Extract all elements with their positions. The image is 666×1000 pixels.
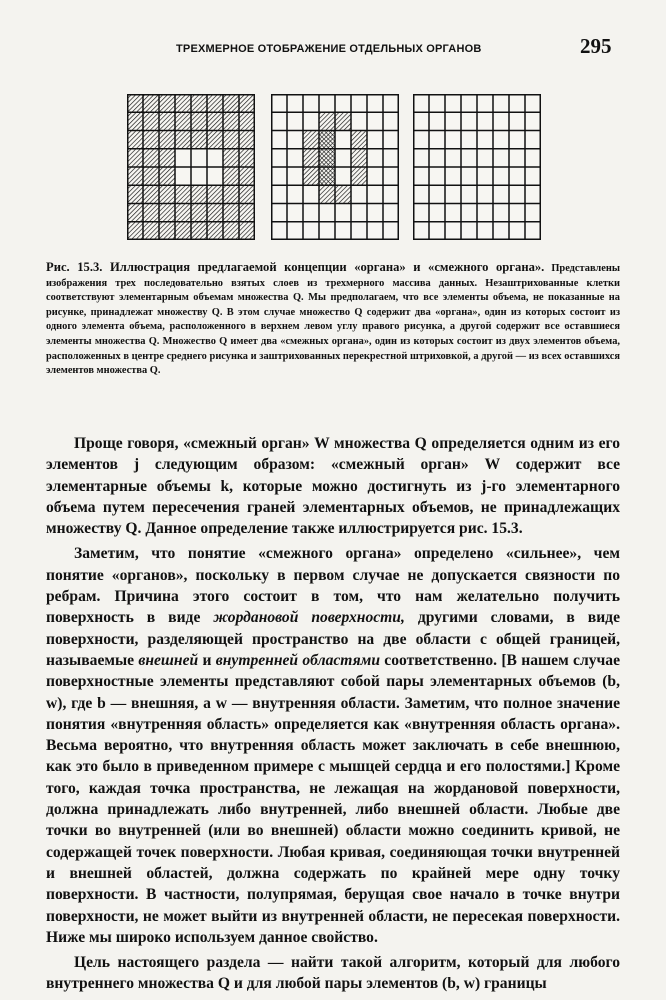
hatched-cell bbox=[175, 185, 191, 203]
running-head: ТРЕХМЕРНОЕ ОТОБРАЖЕНИЕ ОТДЕЛЬНЫХ ОРГАНОВ bbox=[176, 43, 482, 55]
figure-caption bbox=[46, 260, 620, 379]
term-outer: внешней bbox=[138, 651, 199, 669]
hatched-cell bbox=[159, 131, 175, 149]
hatched-cell bbox=[175, 131, 191, 149]
hatched-cell bbox=[127, 167, 143, 185]
hatched-cell bbox=[143, 112, 159, 130]
hatched-cell bbox=[191, 185, 207, 203]
paragraph-2-part-c: и bbox=[198, 651, 216, 669]
hatched-cell bbox=[207, 112, 223, 130]
hatched-cell bbox=[335, 112, 351, 130]
hatched-cell bbox=[191, 131, 207, 149]
hatched-cell bbox=[239, 185, 255, 203]
grid-middle bbox=[271, 94, 399, 240]
hatched-cell bbox=[223, 222, 239, 240]
paragraph-2 bbox=[46, 543, 620, 948]
term-jordan-surface: жордановой поверхности, bbox=[213, 609, 405, 627]
figure-15-3 bbox=[0, 0, 666, 250]
hatched-cell bbox=[223, 185, 239, 203]
hatched-cell bbox=[143, 94, 159, 112]
hatched-cell bbox=[127, 204, 143, 222]
paragraph-3: Цель настоящего раздела — найти такой алгоритм, который для любого внутреннего множества Q и для любой пары элементов (b, w) границы bbox=[46, 954, 620, 993]
hatched-cell bbox=[191, 204, 207, 222]
paragraph-2-part-b: другими словами, в виде поверхности, разделяющей пространство на две области с общей границей, называемые bbox=[46, 609, 620, 669]
hatched-cell bbox=[239, 204, 255, 222]
hatched-cell bbox=[239, 131, 255, 149]
hatched-cell bbox=[351, 131, 367, 149]
grid-right bbox=[413, 94, 541, 240]
hatched-cell bbox=[143, 204, 159, 222]
hatched-cell bbox=[303, 131, 319, 149]
hatched-cell bbox=[191, 222, 207, 240]
hatched-cell bbox=[239, 112, 255, 130]
hatched-cell bbox=[127, 94, 143, 112]
hatched-cell bbox=[143, 131, 159, 149]
grid-left bbox=[127, 94, 255, 240]
hatched-cell bbox=[191, 94, 207, 112]
hatched-cell bbox=[303, 167, 319, 185]
hatched-cell bbox=[223, 149, 239, 167]
hatched-cell bbox=[159, 222, 175, 240]
main-text bbox=[46, 433, 620, 995]
caption-text: Представлены изображения трех последовательно взятых слоев из трехмерного массива данных. Незаштрихованные клетки соответствуют элементарным объемам множества Q. Мы предполагаем, что все элементы объема, не показанные на рисунке, принадлежат множеству Q. В этом случае множество Q содержит два «органа», один из которых состоит из одного элемента объема, расположенного в верхнем левом углу правого рисунка, а другой содержит все оставшиеся элементы множества Q. Множество Q имеет два «смежных органа», один из которых состоит из двух элементов объема, расположенных в центре среднего рисунка и заштрихованных перекрестной штриховкой, а другой — из всех оставшихся элементов множества Q. bbox=[46, 263, 620, 377]
hatched-cell bbox=[319, 112, 335, 130]
hatched-cell bbox=[303, 149, 319, 167]
hatched-cell bbox=[127, 149, 143, 167]
hatched-cell bbox=[159, 167, 175, 185]
hatched-cell bbox=[223, 167, 239, 185]
hatched-cell bbox=[175, 112, 191, 130]
paragraph-2-part-a: Заметим, что понятие «смежного органа» определено «сильнее», чем понятие «органов», поскольку в первом случае не допускается связности по ребрам. Причина этого состоит в том, что нам желательно получить поверхность в виде bbox=[46, 545, 620, 627]
hatched-cell bbox=[239, 222, 255, 240]
hatched-cell bbox=[127, 112, 143, 130]
hatched-cell bbox=[351, 167, 367, 185]
crosshatched-cell bbox=[319, 131, 335, 149]
hatched-cell bbox=[127, 185, 143, 203]
hatched-cell bbox=[191, 112, 207, 130]
page-number: 295 bbox=[580, 34, 612, 58]
hatched-cell bbox=[207, 131, 223, 149]
hatched-cell bbox=[335, 185, 351, 203]
hatched-cell bbox=[239, 149, 255, 167]
hatched-cell bbox=[127, 222, 143, 240]
crosshatched-cell bbox=[319, 149, 335, 167]
term-inner-regions: внутренней областями bbox=[215, 651, 380, 669]
hatched-cell bbox=[159, 204, 175, 222]
hatched-cell bbox=[239, 167, 255, 185]
hatched-cell bbox=[175, 94, 191, 112]
hatched-cell bbox=[223, 112, 239, 130]
hatched-cell bbox=[175, 222, 191, 240]
caption-title: Рис. 15.3. Иллюстрация предлагаемой концепции «органа» и «смежного органа». bbox=[46, 260, 545, 274]
hatched-cell bbox=[351, 149, 367, 167]
crosshatched-cell bbox=[319, 167, 335, 185]
hatched-cell bbox=[223, 204, 239, 222]
hatched-cell bbox=[207, 94, 223, 112]
hatched-cell bbox=[143, 149, 159, 167]
hatched-cell bbox=[143, 222, 159, 240]
hatched-cell bbox=[207, 222, 223, 240]
paragraph-1: Проще говоря, «смежный орган» W множества Q определяется одним из его элементов j следующим образом: «смежный орган» W содержит все элементарные объемы k, которые можно достигнуть из j-го элементарного объема путем пересечения граней элементарных объемов, не принадлежащих множеству Q. Данное определение также иллюстрируется рис. 15.3. bbox=[46, 435, 620, 538]
hatched-cell bbox=[239, 94, 255, 112]
hatched-cell bbox=[143, 167, 159, 185]
hatched-cell bbox=[159, 149, 175, 167]
hatched-cell bbox=[159, 94, 175, 112]
hatched-cell bbox=[159, 185, 175, 203]
paragraph-2-part-d: соответственно. [В нашем случае поверхностные элементы представляют собой пары элементарных объемов (b, w), где b — внешняя, а w — внутренняя области. Заметим, что полное значение понятия «внутренняя область» определяется как «внутренняя область органа». Весьма вероятно, что внутренняя область может заключать в себе внешнюю, как это было в приведенном примере с мышцей сердца и его полостями.] Кроме того, каждая точка пространства, не лежащая на жордановой поверхности, должна принадлежать либо внутренней, либо внешней области. Любые две точки во внутренней (или во внешней) области можно соединить кривой, не содержащей точек поверхности. Любая кривая, соединяющая точки внутренней и внешней областей, должна содержать по крайней мере одну точку поверхности. В частности, полупрямая, берущая свое начало в точке внутри поверхности, не может выйти из внутренней области, не пересекая поверхности. Ниже мы широко используем данное свойство. bbox=[46, 651, 620, 946]
hatched-cell bbox=[127, 131, 143, 149]
hatched-cell bbox=[207, 204, 223, 222]
hatched-cell bbox=[175, 204, 191, 222]
hatched-cell bbox=[223, 131, 239, 149]
hatched-cell bbox=[223, 94, 239, 112]
hatched-cell bbox=[319, 185, 335, 203]
hatched-cell bbox=[159, 112, 175, 130]
hatched-cell bbox=[143, 185, 159, 203]
hatched-cell bbox=[207, 185, 223, 203]
